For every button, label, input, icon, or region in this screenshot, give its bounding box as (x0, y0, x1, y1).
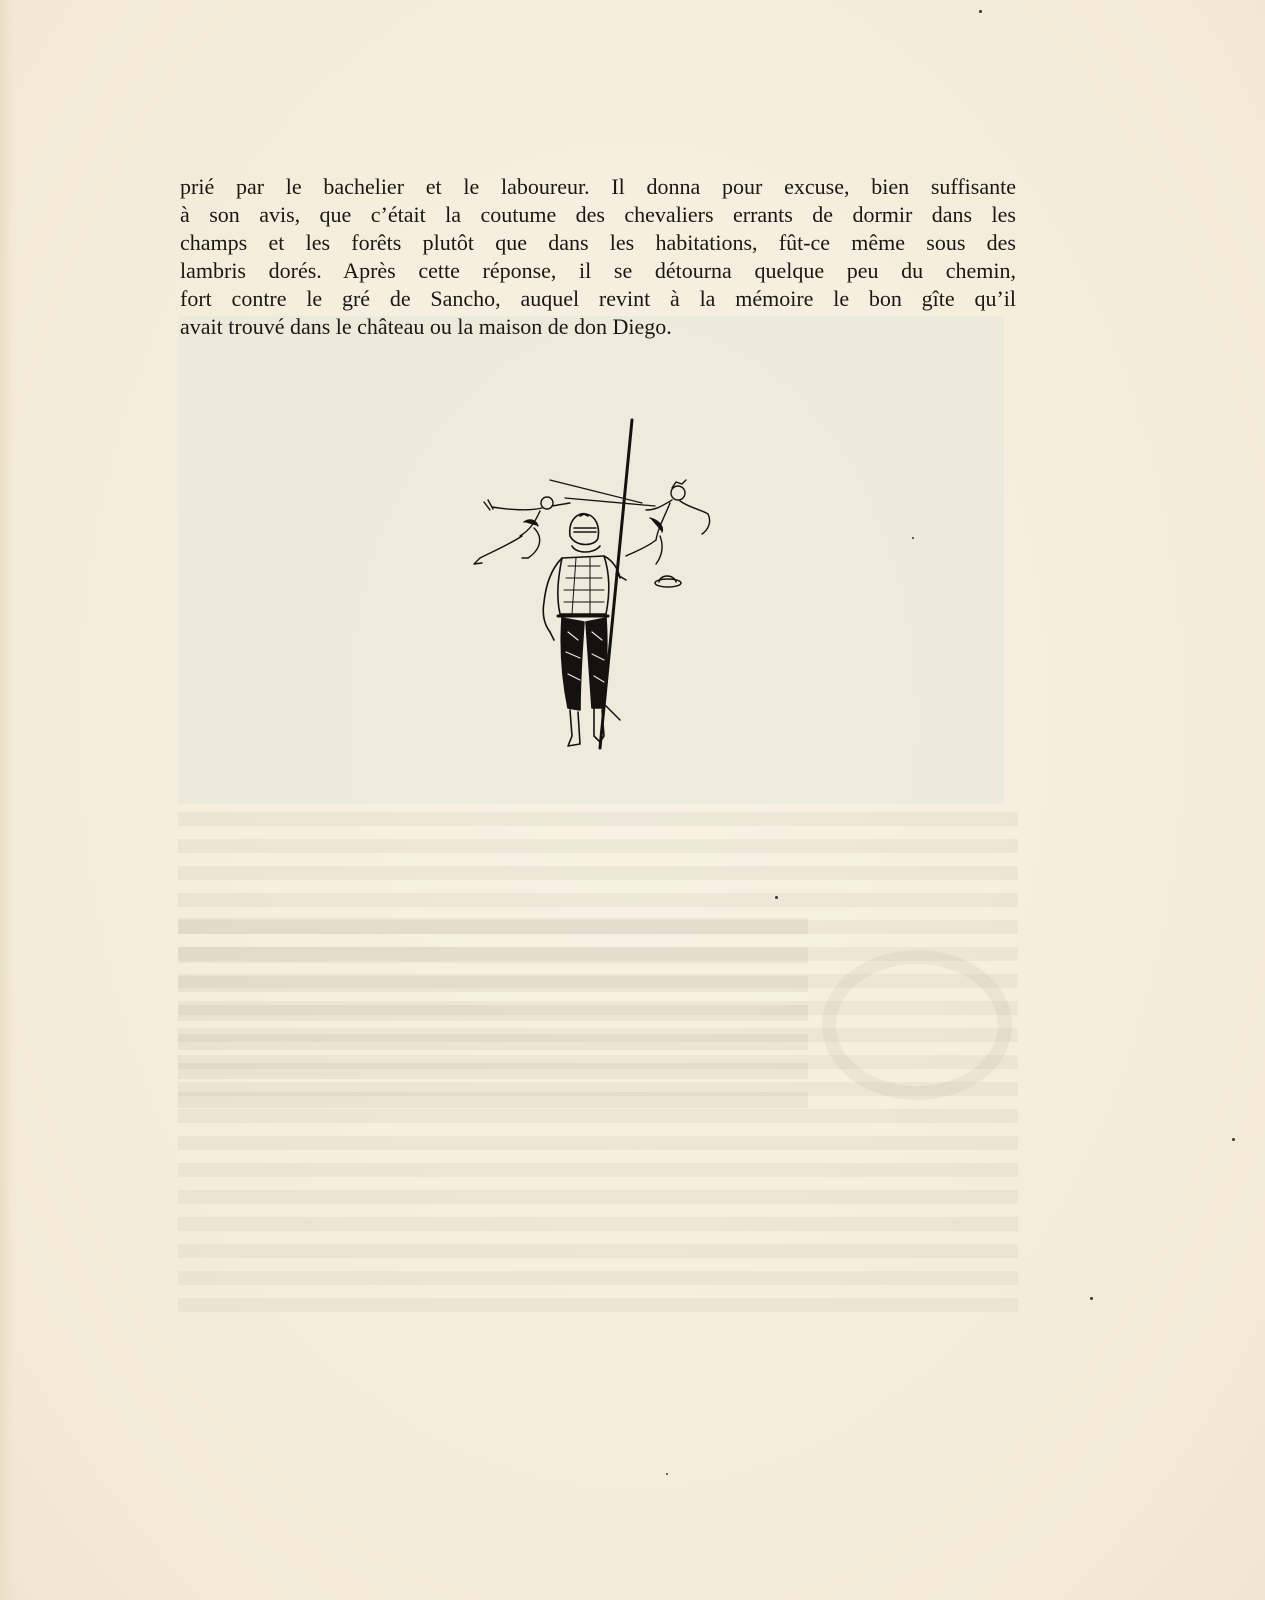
text-line-1: prié par le bachelier et le laboureur. Il donna pour excuse, bien suffisante (180, 174, 1016, 199)
body-paragraph (180, 173, 1016, 341)
hat-icon (655, 576, 681, 587)
knight-illustration (450, 418, 740, 763)
text-line-2: à son avis, que c’était la coutume des chevaliers errants de dormir dans les (180, 202, 1016, 227)
text-line-6: avait trouvé dans le château ou la maison de don Diego. (180, 314, 672, 339)
paper-speck (1232, 1138, 1235, 1141)
text-line-3: champs et les forêts plutôt que dans les habitations, fût-ce même sous des (180, 230, 1016, 255)
paper-speck (979, 10, 982, 13)
left-fencer (474, 497, 570, 564)
paper-speck (775, 896, 778, 899)
show-through-drop-initial (822, 950, 1012, 1100)
paper-speck (1090, 1297, 1093, 1300)
right-fencer (626, 480, 710, 564)
paper-speck (666, 1473, 668, 1475)
text-line-5: fort contre le gré de Sancho, auquel revint à la mémoire le bon gîte qu’il (180, 286, 1016, 311)
page-gutter-shadow (0, 0, 14, 1600)
paper-speck (912, 537, 914, 539)
knight-figure (543, 514, 626, 746)
show-through-text-heading (178, 918, 808, 1108)
text-line-4: lambris dorés. Après cette réponse, il se détourna quelque peu du chemin, (180, 258, 1016, 283)
